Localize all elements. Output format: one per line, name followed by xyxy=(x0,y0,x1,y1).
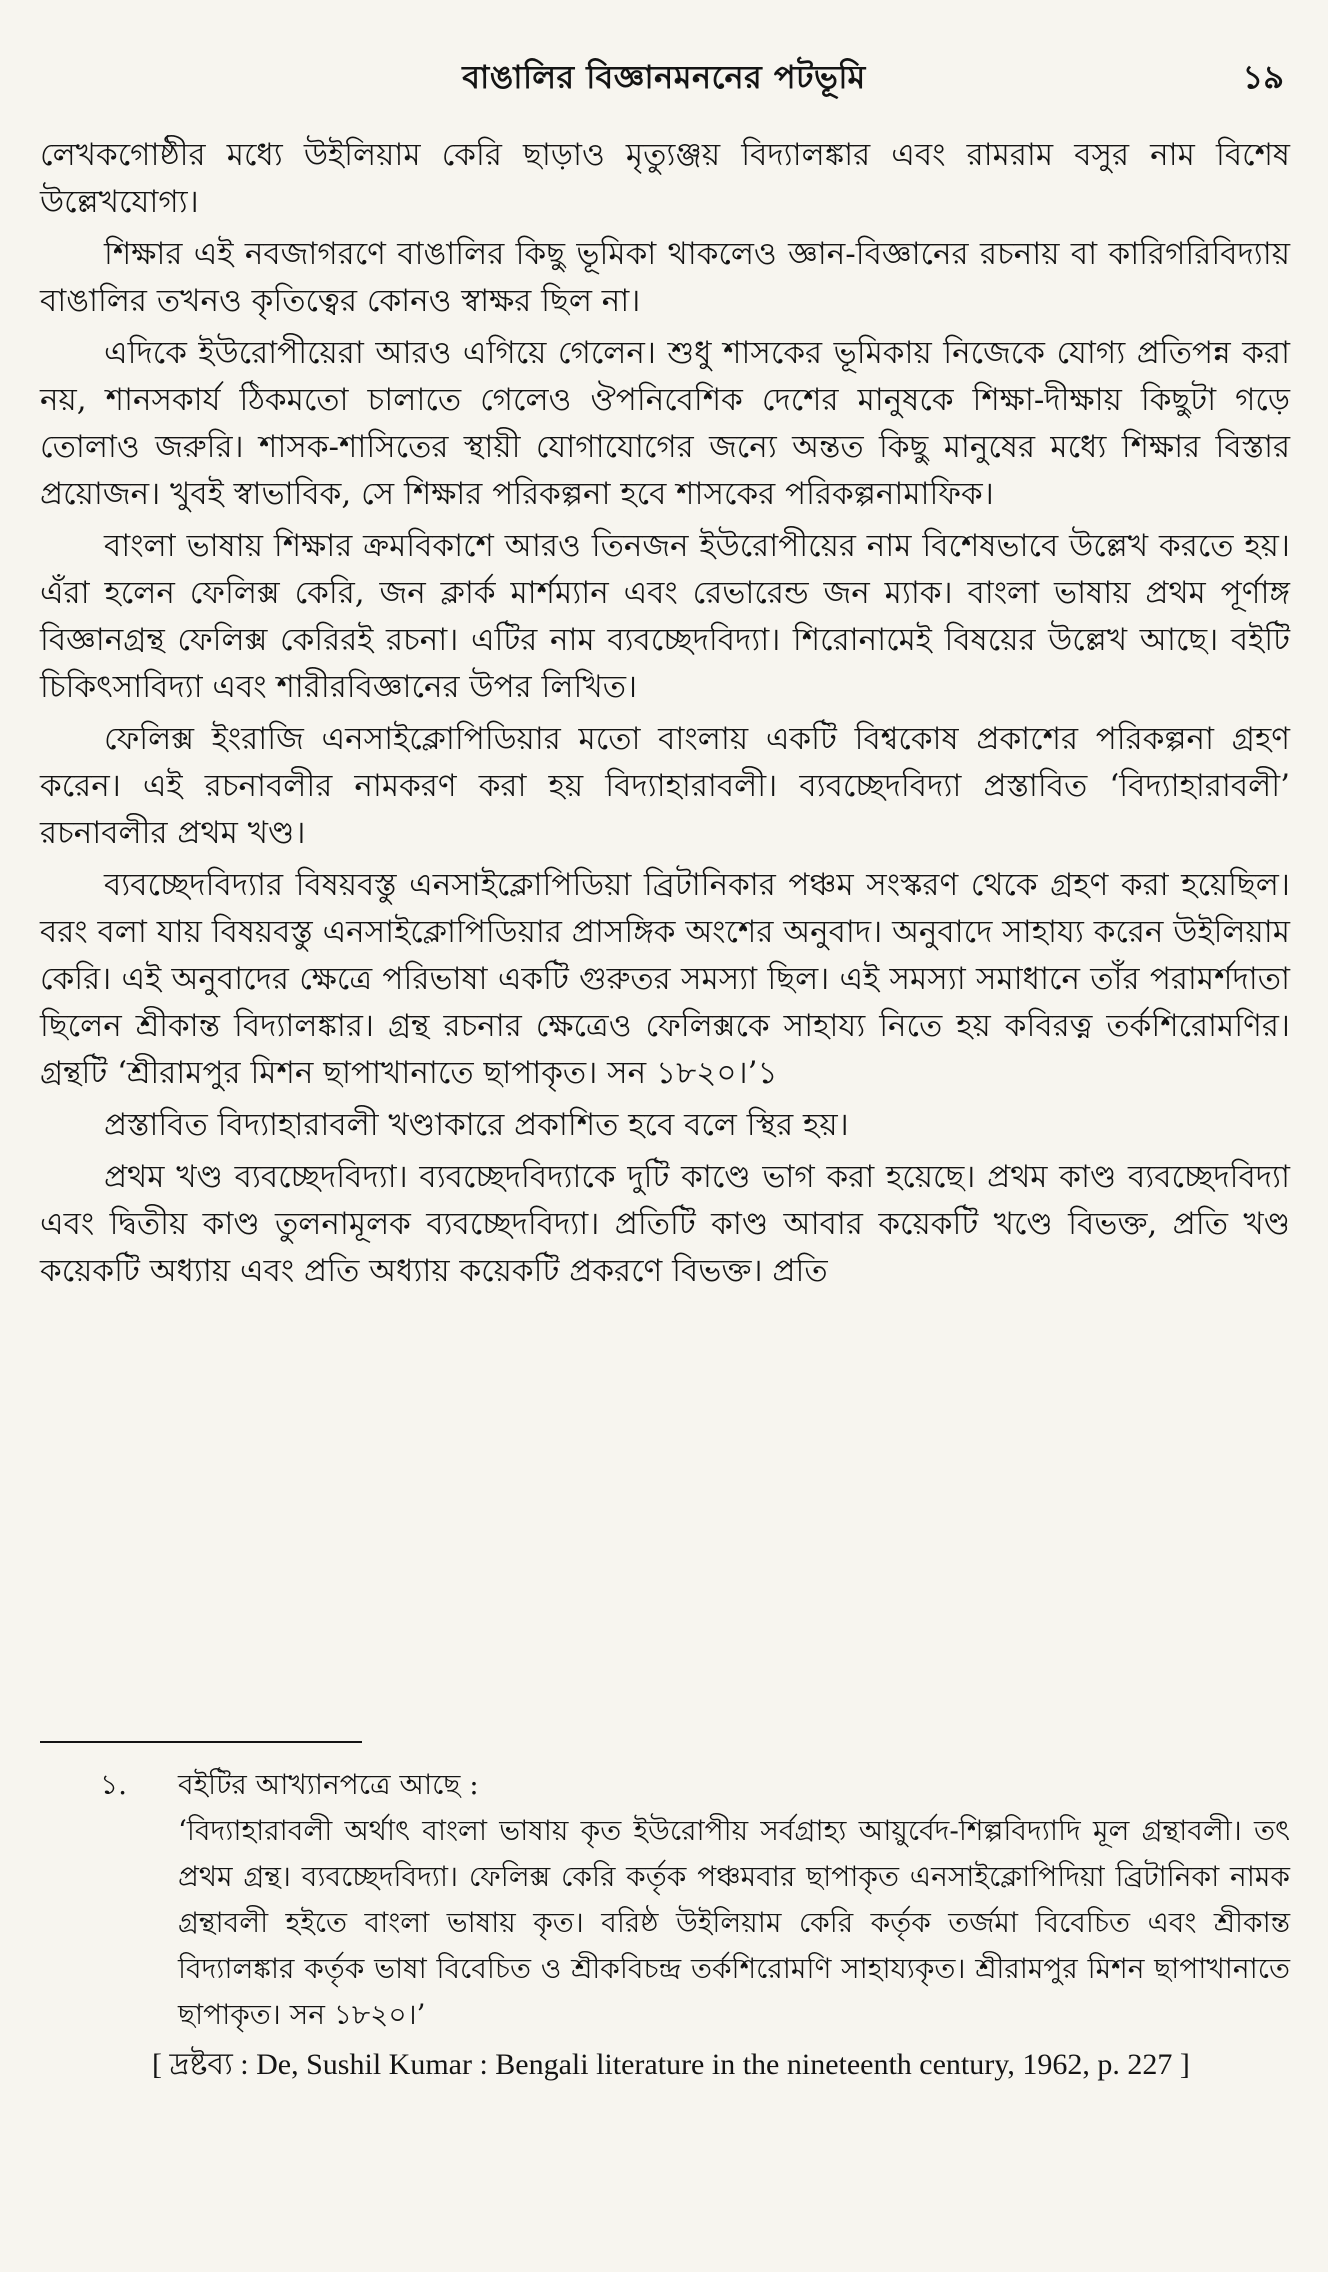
paragraph: প্রথম খণ্ড ব্যবচ্ছেদবিদ্যা। ব্যবচ্ছেদবিদ্যাকে দুটি কাণ্ডে ভাগ করা হয়েছে। প্রথম কাণ্ড ব্যবচ্ছেদবিদ্যা এবং দ্বিতীয় কাণ্ড তুলনামূলক ব্যবচ্ছেদবিদ্যা। প্রতিটি কাণ্ড আবার কয়েকটি খণ্ডে বিভক্ত, প্রতি খণ্ড কয়েকটি অধ্যায় এবং প্রতি অধ্যায় কয়েকটি প্রকরণে বিভক্ত। প্রতি xyxy=(40,1159,1290,1289)
paragraph: বাংলা ভাষায় শিক্ষার ক্রমবিকাশে আরও তিনজন ইউরোপীয়ের নাম বিশেষভাবে উল্লেখ করতে হয়। এঁরা হলেন ফেলিক্স কেরি, জন ক্লার্ক মার্শম্যান এবং রেভারেন্ড জন ম্যাক। বাংলা ভাষায় প্রথম পূর্ণাঙ্গ বিজ্ঞানগ্রন্থ ফেলিক্স কেরিরই রচনা। এটির নাম ব্যবচ্ছেদবিদ্যা। শিরোনামেই বিষয়ের উল্লেখ আছে। বইটি চিকিৎসাবিদ্যা এবং শারীরবিজ্ঞানের উপর লিখিত। xyxy=(40,528,1290,705)
paragraph: ব্যবচ্ছেদবিদ্যার বিষয়বস্তু এনসাইক্লোপিডিয়া ব্রিটানিকার পঞ্চম সংস্করণ থেকে গ্রহণ করা হয়েছিল। বরং বলা যায় বিষয়বস্তু এনসাইক্লোপিডিয়ার প্রাসঙ্গিক অংশের অনুবাদ। অনুবাদে সাহায্য করেন উইলিয়াম কেরি। এই অনুবাদের ক্ষেত্রে পরিভাষা একটি গুরুতর সমস্যা ছিল। এই সমস্যা সমাধানে তাঁর পরামর্শদাতা ছিলেন শ্রীকান্ত বিদ্যালঙ্কার। গ্রন্থ রচনার ক্ষেত্রেও ফেলিক্সকে সাহায্য নিতে হয় কবিরত্ন তর্কশিরোমণির। গ্রন্থটি ‘শ্রীরামপুর মিশন ছাপাখানাতে ছাপাকৃত। সন ১৮২০।’১ xyxy=(40,867,1290,1091)
paragraph: শিক্ষার এই নবজাগরণে বাঙালির কিছু ভূমিকা থাকলেও জ্ঞান-বিজ্ঞানের রচনায় বা কারিগরিবিদ্যায় বাঙালির তখনও কৃতিত্বের কোনও স্বাক্ষর ছিল না। xyxy=(40,236,1290,319)
paragraph: লেখকগোষ্ঠীর মধ্যে উইলিয়াম কেরি ছাড়াও মৃত্যুঞ্জয় বিদ্যালঙ্কার এবং রামরাম বসুর নাম বিশেষ উল্লেখযোগ্য। xyxy=(40,137,1290,220)
paragraph: প্রস্তাবিত বিদ্যাহারাবলী খণ্ডাকারে প্রকাশিত হবে বলে স্থির হয়। xyxy=(104,1107,849,1143)
body-text xyxy=(40,132,1290,1300)
footnote-intro: বইটির আখ্যানপত্রে আছে : xyxy=(178,1768,479,1801)
footnote xyxy=(40,1762,1290,2088)
footnote-header xyxy=(40,1762,1290,1808)
footnote-number: ১. xyxy=(100,1768,128,1801)
paragraph: এদিকে ইউরোপীয়েরা আরও এগিয়ে গেলেন। শুধু শাসকের ভূমিকায় নিজেকে যোগ্য প্রতিপন্ন করা নয়, শানসকার্য ঠিকমতো চালাতে গেলেও ঔপনিবেশিক দেশের মানুষকে শিক্ষা-দীক্ষায় কিছুটা গড়ে তোলাও জরুরি। শাসক-শাসিতের স্থায়ী যোগাযোগের জন্যে অন্তত কিছু মানুষের মধ্যে শিক্ষার বিস্তার প্রয়োজন। খুবই স্বাভাবিক, সে শিক্ষার পরিকল্পনা হবে শাসকের পরিকল্পনামাফিক। xyxy=(40,335,1291,512)
running-head-title: বাঙালির বিজ্ঞানমননের পটভূমি xyxy=(462,58,866,96)
page-number: ১৯ xyxy=(1242,58,1284,96)
footnote-reference: [ দ্রষ্টব্য : De, Sushil Kumar : Bengali literature in the nineteenth century, 1962, p. 227 ] xyxy=(152,2048,1190,2081)
footnote-quote: ‘বিদ্যাহারাবলী অর্থাৎ বাংলা ভাষায় কৃত ইউরোপীয় সর্বগ্রাহ্য আয়ুর্বেদ-শিল্পবিদ্যাদি মূল গ্রন্থাবলী। তৎ প্রথম গ্রন্থ। ব্যবচ্ছেদবিদ্যা। ফেলিক্স কেরি কর্তৃক পঞ্চমবার ছাপাকৃত এনসাইক্লোপিদিয়া ব্রিটানিকা নামক গ্রন্থাবলী হইতে বাংলা ভাষায় কৃত। বরিষ্ঠ উইলিয়াম কেরি কর্তৃক তর্জমা বিবেচিত এবং শ্রীকান্ত বিদ্যালঙ্কার কর্তৃক ভাষা বিবেচিত ও শ্রীকবিচন্দ্র তর্কশিরোমণি সাহায্যকৃত। শ্রীরামপুর মিশন ছাপাখানাতে ছাপাকৃত। সন ১৮২০।’ xyxy=(178,1814,1290,2031)
footnote-divider xyxy=(40,1741,362,1743)
running-head xyxy=(40,52,1288,102)
paragraph: ফেলিক্স ইংরাজি এনসাইক্লোপিডিয়ার মতো বাংলায় একটি বিশ্বকোষ প্রকাশের পরিকল্পনা গ্রহণ করেন। এই রচনাবলীর নামকরণ করা হয় বিদ্যাহারাবলী। ব্যবচ্ছেদবিদ্যা প্রস্তাবিত ‘বিদ্যাহারাবলী’ রচনাবলীর প্রথম খণ্ড। xyxy=(40,721,1290,851)
